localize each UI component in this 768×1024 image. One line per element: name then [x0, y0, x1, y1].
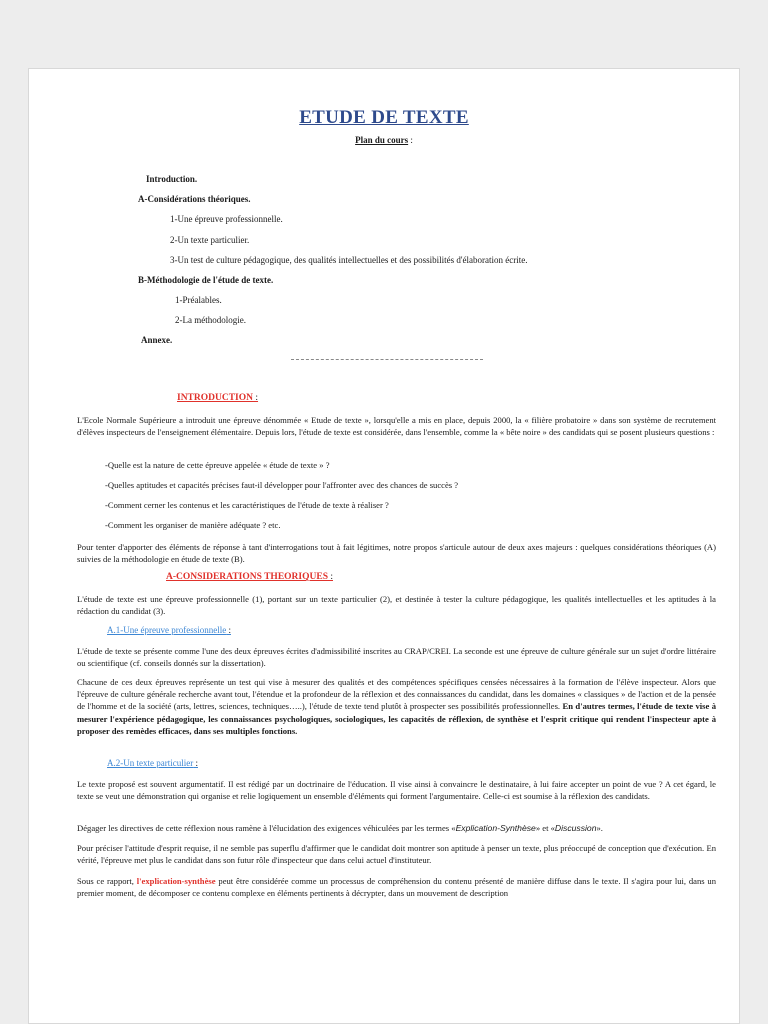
- a1-paragraph-2: Chacune de ces deux épreuves représente un test qui vise à mesurer des qualités et des compétences spécifiques censées nécessaires à la formation de l'élève inspecteur. Alors que l'épreuve de culture générale recherche avant tout, l'étendue et la profondeur de la réflexion et des connaissances du candidat, dans les domaines « classiques » de l'action et de la pensée de l'homme et de la société (arts, lettres, sciences, techniques…..), l'étude de texte tend plutôt à prospecter ses possibilités professionnelles. En d'autres termes, l'étude de texte vise à mesurer l'expérience pédagogique, les connaissances psychologiques, sociologiques, les capacités de réflexion, de synthèse et l'esprit critique qui rendent l'inspecteur apte à proposer des remèdes efficaces, dans ses multiples fonctions.: [77, 677, 717, 736]
- intro-paragraph-2: Pour tenter d'apporter des éléments de réponse à tant d'interrogations tout à fait légitimes, notre propos s'articule autour de deux axes majeurs : quelques considérations théoriques (A) suivies de la méthodologie en étude de texte (B).: [77, 542, 716, 565]
- toc-b2: 2-La méthodologie.: [175, 315, 246, 325]
- introduction-heading: INTRODUCTION :: [177, 393, 259, 403]
- plan-label: Plan du cours :: [355, 135, 413, 145]
- toc-a3: 3-Un test de culture pédagogique, des qualités intellectuelles et des possibilités d'élaboration écrite.: [170, 255, 528, 265]
- a2-paragraph-1: Le texte proposé est souvent argumentatif. Il est rédigé par un doctrinaire de l'éducation. Il vise ainsi à convaincre le destinataire, à lui faire accepter un point de vue ? A cet égard, le texte se veut une démonstration qui organise et relie logiquement un ensemble d'éléments qui forment l'argumentaire. Celle-ci est soumise à la réflexion des candidats.: [77, 779, 716, 802]
- toc-annexe: Annexe.: [141, 335, 173, 345]
- section-a-paragraph: L'étude de texte est une épreuve professionnelle (1), portant sur un texte particulier (2), et destinée à tester la culture pédagogique, les qualités intellectuelles et les aptitudes à la rédaction du candidat (3).: [77, 594, 716, 617]
- document-page: [28, 68, 740, 1024]
- a2-paragraph-3: Pour préciser l'attitude d'esprit requise, il ne semble pas superflu d'affirmer que le candidat doit montrer son aptitude à penser un texte, plus préoccupé de conception que d'exécution. En vérité, l'épreuve met plus le candidat dans son futur rôle d'inspecteur que dans celui actuel d'instituteur.: [77, 843, 716, 866]
- intro-question-4: -Comment les organiser de manière adéquate ? etc.: [105, 520, 281, 530]
- a1-heading: A.1-Une épreuve professionnelle :: [107, 625, 231, 635]
- toc-a1: 1-Une épreuve professionnelle.: [170, 214, 283, 224]
- toc-introduction: Introduction.: [146, 174, 198, 184]
- intro-paragraph-1: L'Ecole Normale Supérieure a introduit une épreuve dénommée « Etude de texte », lorsqu'elle a mis en place, depuis 2000, la « filière probatoire » dans son système de recrutement d'élèves inspecteurs de l'enseignement élémentaire. Depuis lors, l'étude de texte est considérée, dans l'ensemble, comme la « bête noire » des candidats qui se posent plusieurs questions :: [77, 415, 716, 438]
- document-title: ETUDE DE TEXTE: [299, 107, 469, 128]
- intro-question-1: -Quelle est la nature de cette épreuve appelée « étude de texte » ?: [105, 460, 330, 470]
- toc-section-a: A-Considérations théoriques.: [138, 194, 251, 204]
- a2-paragraph-2: Dégager les directives de cette réflexion nous ramène à l'élucidation des exigences véhiculées par les termes «Explication-Synthèse» et «Discussion».: [77, 823, 603, 833]
- separator-rule: [291, 359, 483, 360]
- section-a-heading: A-CONSIDERATIONS THEORIQUES :: [166, 572, 333, 582]
- toc-b1: 1-Préalables.: [175, 295, 222, 305]
- a1-paragraph-1: L'étude de texte se présente comme l'une des deux épreuves écrites d'admissibilité inscrites au CRAP/CREI. La seconde est une épreuve de culture générale sur un sujet d'ordre littéraire ou scientifique (cf. conseils donnés sur la dissertation).: [77, 646, 716, 669]
- toc-a2: 2-Un texte particulier.: [170, 235, 250, 245]
- toc-section-b: B-Méthodologie de l'étude de texte.: [138, 275, 274, 285]
- a2-heading: A.2-Un texte particulier :: [107, 758, 198, 768]
- a2-paragraph-4: Sous ce rapport, l'explication-synthèse peut être considérée comme un processus de compréhension du contenu présenté de manière diffuse dans le texte. Il s'agira pour lui, dans un premier moment, de décomposer ce contenu complexe en éléments pertinents à décrypter, dans un mouvement de description: [77, 876, 717, 899]
- intro-question-3: -Comment cerner les contenus et les caractéristiques de l'étude de texte à réaliser ?: [105, 500, 389, 510]
- intro-question-2: -Quelles aptitudes et capacités précises faut-il développer pour l'affronter avec des chances de succès ?: [105, 480, 459, 490]
